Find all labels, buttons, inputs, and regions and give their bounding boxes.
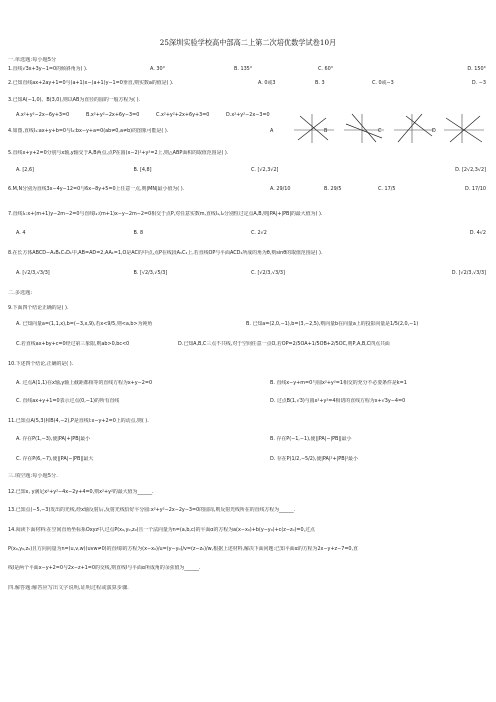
question-7-stem: 7.直线l₁:x+(m+1)y−2m−2=0与直线l₂:(m+1)x−y−2m−2=0相交于点P,对任意实数m,直线l₁,l₂分别恒过定点A,B,则|PA|+|PB|的最大值为( ). bbox=[8, 211, 323, 217]
option-a: A bbox=[270, 128, 274, 134]
question-14-line-2: P(x₀,y₀,z₀)且方向向量为n=(u,v,w)(uvw≠0)的直线l的方程为(x−x₀)/u=(y−y₀)/v=(z−z₀)/w,根据上述材料,解决下面问题:已知平面α的方程为2x−y+z−7=0,直 bbox=[8, 546, 358, 552]
question-10-option-a: A. 过点A(1,1)在x轴,y轴上截距都相等的直线方程为x+y−2=0 bbox=[16, 380, 153, 386]
question-10-stem: 10.下述四个结论,正确的是( ). bbox=[8, 361, 74, 367]
question-11-option-a: A. 存在P(1,−3),使|PA|+|PB|最小 bbox=[16, 436, 90, 442]
question-2-options bbox=[258, 80, 486, 86]
question-11-stem: 11.已知点A(5,3)和B(4,−2),P是直线l:x−y+2=0上的动点,则( ). bbox=[8, 418, 149, 424]
option-c: C. [√2,3√2] bbox=[251, 167, 279, 173]
option-b: B. 8 bbox=[133, 230, 144, 236]
option-d: D. [√2/3,√3/3] bbox=[451, 270, 486, 276]
question-9-option-b: B. 已知a=(2,0,−1),b=(3,−2,5),则向量b在向量a上的投影向量是1/5(2,0,−1) bbox=[246, 321, 419, 327]
question-7-options bbox=[16, 230, 486, 236]
question-8-stem: 8.在长方体ABCD−A₁B₁C₁D₁中,AB=AD=2,AA₁=1,O是AC的中点,点P在线段A₁C₁上,若直线OP与平面ACD₁所成的角为θ,则sinθ的取值范围是( ). bbox=[8, 250, 323, 256]
option-c: C. 2√2 bbox=[251, 230, 267, 236]
section-single-choice: 一.单选题:每小题5分 bbox=[8, 57, 57, 63]
question-5-stem: 5.直线x+y+2=0分别与x轴,y轴交于A,B两点,点P在圆(x−2)²+y²=2上,则△ABP面积的取值范围是( ). bbox=[8, 150, 229, 156]
section-fill-in: 三.填空题:每小题5分. bbox=[8, 473, 58, 479]
question-5-options bbox=[16, 167, 486, 173]
question-4-stem: 4.如图,直线l₁:ax+y+b=0与l₂:bx−y+a=0(ab≠0,a≠b)的图象可能是( ). bbox=[8, 128, 169, 134]
option-c: C bbox=[378, 128, 382, 134]
option-b: B.x²+y²−2x+6y−3=0 bbox=[86, 112, 140, 118]
question-3-options bbox=[16, 112, 296, 118]
option-c: C. 17/5 bbox=[378, 186, 396, 192]
option-a: A. [2,6] bbox=[16, 167, 34, 173]
option-a: A. 29/10 bbox=[270, 186, 291, 192]
question-11-option-b: B. 存在P(−1,−1),使||PA|−|PB||最小 bbox=[270, 436, 352, 442]
option-c: C.x²+y²+2x+6y+3=0 bbox=[156, 112, 210, 118]
question-8-options bbox=[16, 270, 486, 276]
question-13-stem: 13.已知点(−5,−3)发出的光线,经x轴反射后,反射光线恰好平分圆:x²+y²−2x−2y−3=0的圆周,则反射光线所在的直线方程为______. bbox=[8, 507, 296, 513]
option-a: A. [√2/3,√3/3] bbox=[16, 270, 50, 276]
option-a: A. 4 bbox=[16, 230, 26, 236]
question-10-option-d: D. 过点B(1,√3)与圆x²+y²=4相切的直线方程为x+√3y−4=0 bbox=[270, 398, 406, 404]
option-d: D. 4√2 bbox=[469, 230, 486, 236]
option-a: A. 30° bbox=[150, 66, 166, 72]
option-a: A.x²+y²−2x−6y+3=0 bbox=[16, 112, 70, 118]
question-6-options bbox=[270, 186, 486, 192]
option-d: D. 17/10 bbox=[465, 186, 486, 192]
question-2-stem: 2.已知直线ax+2ay+1=0与(a+1)x−(a+1)y−1=0垂直,则实数a的值是( ). bbox=[8, 80, 174, 86]
option-b: B. [√2/3,√5/3] bbox=[133, 270, 168, 276]
option-b: B. 135° bbox=[234, 66, 253, 72]
option-d: D. 150° bbox=[467, 66, 486, 72]
question-12-stem: 12.已知x, y满足x²+y²−4x−2y+4=0,则x²+y²的最大值为______. bbox=[8, 489, 154, 495]
option-b: B bbox=[324, 128, 328, 134]
question-10-option-c: C. 直线ax+y+1=0表示过点(0,−1)的所有直线 bbox=[16, 398, 120, 404]
question-1-stem: 1.直线√3x+3y−1=0的倾斜角为( ). bbox=[8, 66, 88, 72]
option-b: B. 29/5 bbox=[324, 186, 342, 192]
section-multi-choice: 二.多选题: bbox=[8, 290, 33, 296]
option-b: B. [4,8] bbox=[133, 167, 152, 173]
option-b: B. 3 bbox=[315, 80, 325, 86]
option-c: C. [√2/3,√3/3] bbox=[251, 270, 285, 276]
question-14-line-1: 14.阅读下面材料:在空间直角坐标系Oxyz中,过点P(x₀,y₀,z₀)且一个法向量为n=(a,b,c)的平面α的方程为a(x−x₀)+b(y−y₀)+c(z−z₀)=0,过点 bbox=[8, 527, 315, 533]
option-a: A. 0或3 bbox=[258, 80, 276, 86]
question-11-option-c: C. 存在P(6,−7),使||PA|−|PB||最大 bbox=[16, 456, 94, 462]
question-9-option-c: C.若直线ax+by+c=0经过第三象限,则ab>0,bc<0 bbox=[16, 341, 130, 347]
question-11-option-d: D. 存在P(1/2,−5/2),使|PA|²+|PB|²最小 bbox=[270, 456, 358, 462]
question-9-option-a: A. 已知向量a=(1,1,x),b=(−3,x,9),若x<9/5,则<a,b>为钝角 bbox=[16, 321, 153, 327]
question-3-stem: 3.已知A(−1,0)、B(3,0),则以AB为直径的圆的一般方程为( ). bbox=[8, 97, 141, 103]
option-d: D. [2√2,3√2] bbox=[455, 167, 486, 173]
question-9-option-d: D.已知A,B,C三点不共线,对于空间任意一点O,若OP=2/5OA+1/5OB+2/5OC,则P,A,B,C四点共面 bbox=[178, 341, 390, 347]
question-14-line-3: 线l是两个平面x−y+2=0与2x−z+1=0的交线,则直线l与平面α所成角的余弦值为______. bbox=[8, 565, 201, 571]
option-d: D.x²+y²−2x−3=0 bbox=[226, 112, 270, 118]
question-4-options bbox=[270, 128, 486, 134]
question-10-option-b: B. 直线x−y+m=0与圆x²+y²=1相交的充分不必要条件是k=1 bbox=[270, 380, 407, 386]
page-title: 25深圳实验学校高中部高二上第二次培优数学试卷10月 bbox=[159, 38, 337, 47]
question-6-stem: 6.M,N分别为直线3x−4y−12=0与6x−8y+5=0上任意一点,则|MN|最小值为( ). bbox=[8, 186, 185, 192]
option-d: D. −3 bbox=[471, 80, 486, 86]
option-c: C. 0或−3 bbox=[372, 80, 394, 86]
option-d: D bbox=[432, 128, 436, 134]
question-1-options bbox=[150, 66, 486, 72]
question-9-stem: 9.下面四个结论正确的是( ). bbox=[8, 305, 69, 311]
section-answer: 四.解答题:解答应写出文字说明,证明过程或演算步骤. bbox=[8, 585, 129, 591]
option-c: C. 60° bbox=[318, 66, 334, 72]
